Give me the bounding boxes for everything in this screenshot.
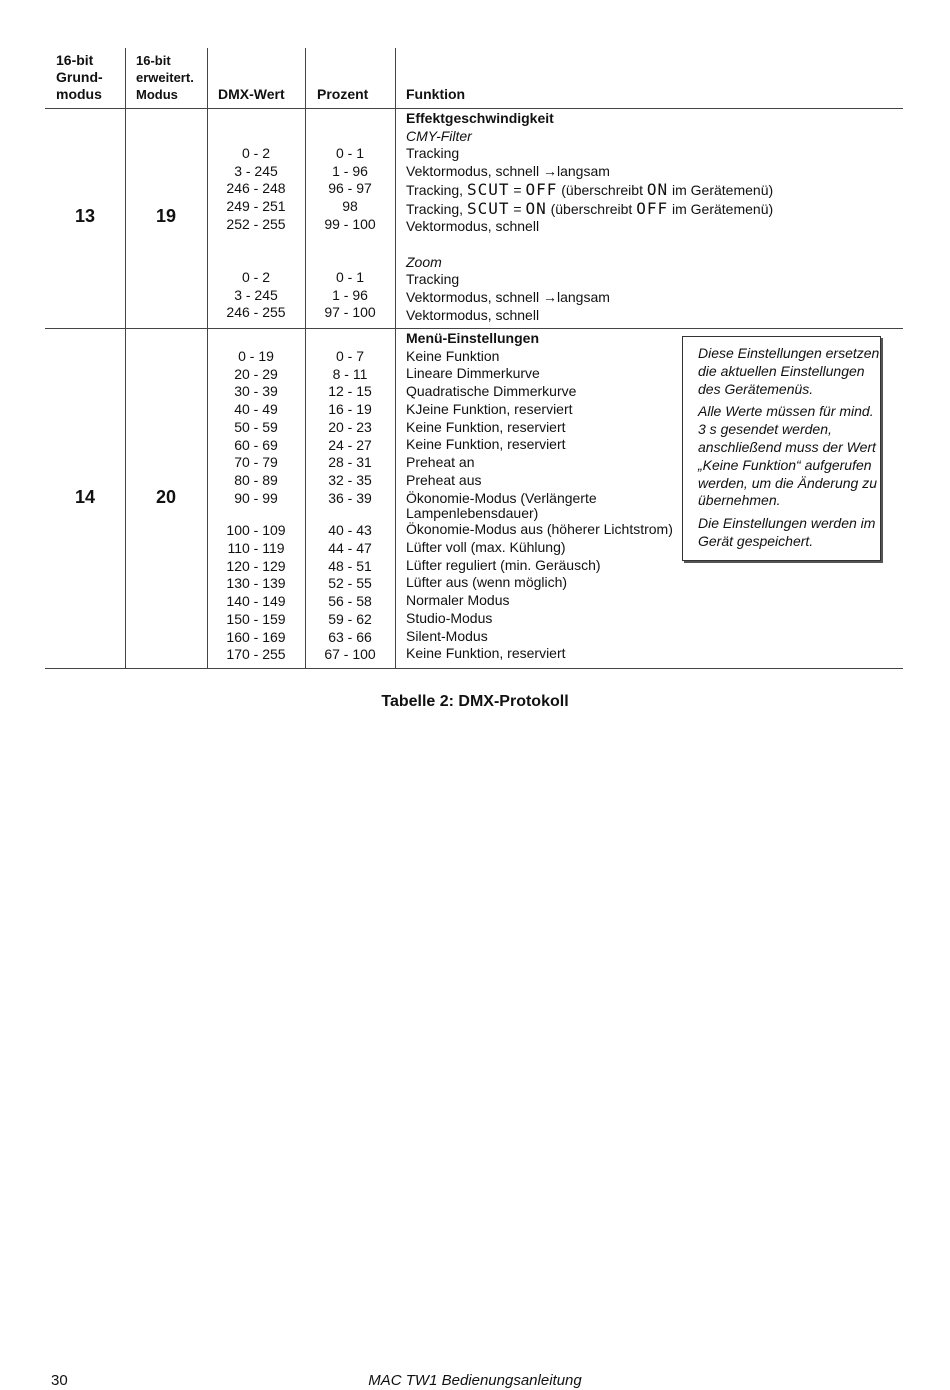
note-box: Diese Einstellungen ersetzen die aktuellen Einstellungen des Gerätemenüs. Alle Werte müssen für mind. 3 s gesendet werden, anschließend muss der Wert „Keine Funktion“ aufgerufen werden, um die Änderung zu übernehmen. Die Einstellungen werden im Gerät gespeichert.: [682, 336, 881, 561]
subsection-title: CMY-Filter: [406, 127, 472, 144]
table-divider: [45, 108, 903, 109]
dmx-column: 0 - 19 20 - 29 30 - 39 40 - 49 50 - 59 60 - 69 70 - 79 80 - 89 90 - 99 100 - 109 110 - 119 120 - 129 130 - 139 140 - 149 150 - 159 160 - 169 170 - 255: [226, 348, 286, 663]
header-basic-mode: 16-bit Grund- modus: [56, 52, 103, 102]
header-function: Funktion: [406, 86, 466, 102]
table-divider: [125, 48, 126, 668]
section-title: Menü-Einstellungen: [406, 330, 539, 346]
channel-basic: 13: [74, 206, 96, 226]
channel-extended: 20: [155, 487, 177, 507]
arrow-icon: →: [542, 163, 557, 180]
function-column: Effektgeschwindigkeit CMY-Filter Tracking Vektormodus, schnell →langsam Tracking, SCUT = OFF (überschreibt ON im Gerätemenü) Tracking, SCUT = ON (überschreibt OFF im Gerätemenü) Vektormodus, schnell Zoom Tracking Vektormodus, schnell →langsam Vektormodus, schnell: [406, 110, 774, 323]
subsection-title: Zoom: [406, 253, 442, 270]
table-caption: Tabelle 2: DMX-Protokoll: [381, 693, 569, 710]
percent-column: 0 - 7 8 - 11 12 - 15 16 - 19 20 - 23 24 - 27 28 - 31 32 - 35 36 - 39 40 - 43 44 - 47 48 - 51 52 - 55 56 - 58 59 - 62 63 - 66 67 - 100: [324, 348, 376, 663]
arrow-icon: →: [542, 289, 557, 306]
header-extended-mode: 16-bit erweitert. Modus: [136, 53, 194, 102]
table-divider: [45, 668, 903, 669]
table-divider: [395, 48, 396, 668]
percent-column: 0 - 1 1 - 96 96 - 97 98 99 - 100 0 - 1 1 - 96 97 - 100: [324, 145, 376, 321]
header-dmx-value: DMX-Wert: [218, 86, 285, 102]
page-number: 30: [51, 1372, 68, 1389]
function-column: Menü-Einstellungen Keine Funktion Lineare Dimmerkurve Quadratische Dimmerkurve KJeine Funktion, reserviert Keine Funktion, reserviert Keine Funktion, reserviert Preheat an Preheat aus Ökonomie-Modus (Verlängerte Lampenlebensdauer) Ökonomie-Modus aus (höherer Lichtstrom) Lüfter voll (max. Kühlung) Lüfter reguliert (min. Geräusch) Lüfter aus (wenn möglich) Normaler Modus Studio-Modus Silent-Modus Keine Funktion, reserviert: [406, 330, 673, 662]
channel-basic: 14: [74, 487, 96, 507]
table-divider: [45, 328, 903, 329]
header-percent: Prozent: [317, 86, 369, 102]
dmx-column: 0 - 2 3 - 245 246 - 248 249 - 251 252 - 255 0 - 2 3 - 245 246 - 255: [226, 145, 286, 321]
manual-title: MAC TW1 Bedienungsanleitung: [368, 1372, 582, 1389]
section-title: Effektgeschwindigkeit: [406, 110, 554, 126]
channel-extended: 19: [155, 206, 177, 226]
